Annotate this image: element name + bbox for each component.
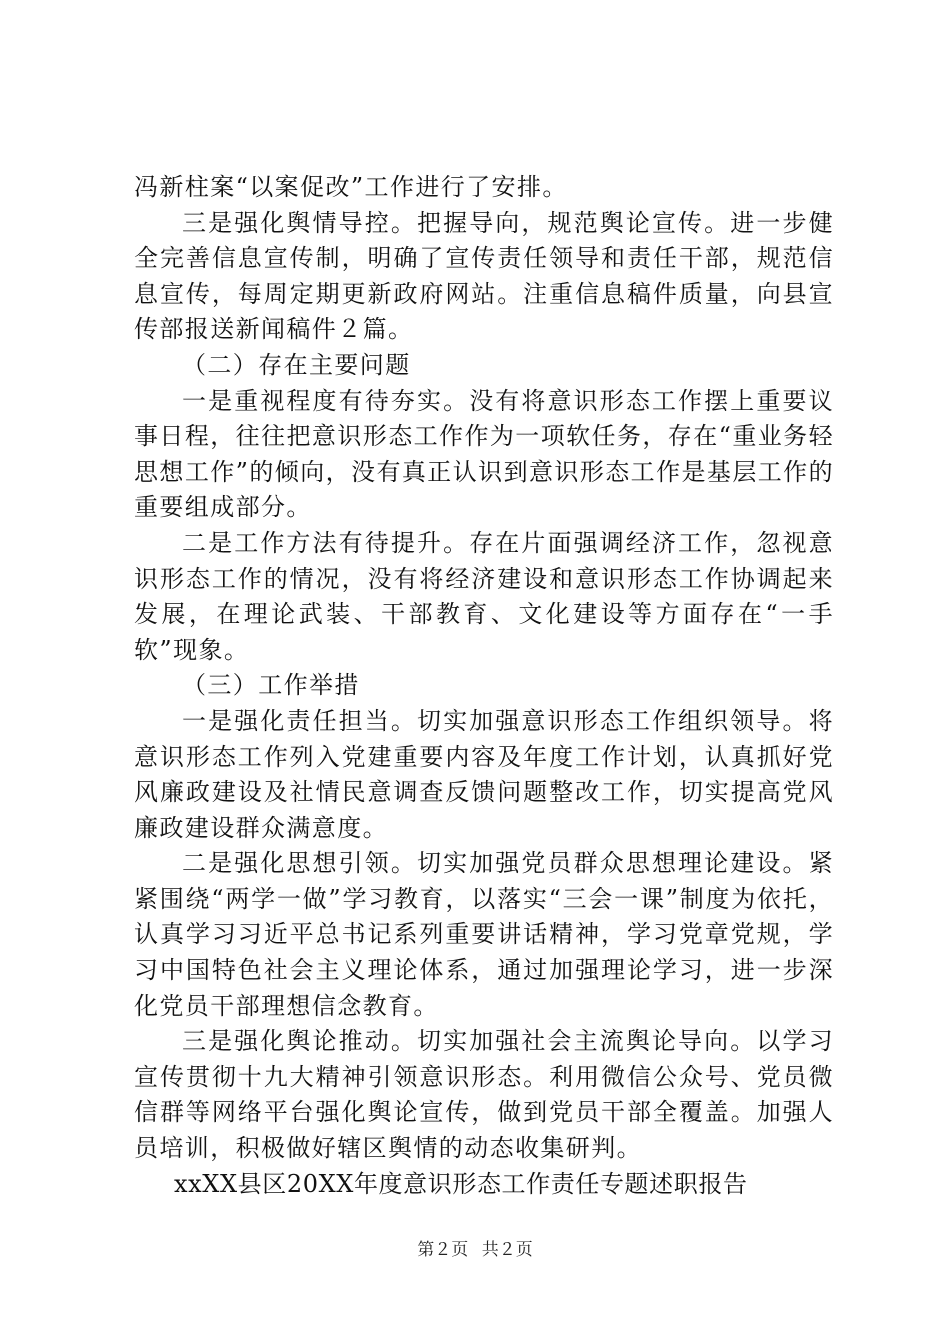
paragraph: 三是强化舆论推动。切实加强社会主流舆论导向。以学习宣传贯彻十九大精神引领意识形态。利用微信公众号、党员微信群等网络平台强化舆论宣传，做到党员干部全覆盖。加强人员培训，积极做好辖区舆情的动态收集研判。: [134, 1027, 834, 1163]
paragraph: 二是强化思想引领。切实加强党员群众思想理论建设。紧紧围绕“两学一做”学习教育，以落实“三会一课”制度为依托，认真学习习近平总书记系列重要讲话精神，学习党章党规，学习中国特色社会主义理论体系，通过加强理论学习，进一步深化党员干部理想信念教育。: [134, 849, 834, 1020]
document-body: [134, 170, 834, 1202]
page-footer: [0, 1240, 950, 1260]
section-heading: （三）工作举措: [182, 671, 360, 700]
paragraph: 一是重视程度有待夯实。没有将意识形态工作摆上重要议事日程，往往把意识形态工作作为一项软任务，存在“重业务轻思想工作”的倾向，没有真正认识到意识形态工作是基层工作的重要组成部分。: [134, 386, 834, 522]
paragraph: 冯新柱案“以案促改”工作进行了安排。: [134, 173, 568, 201]
paragraph: 三是强化舆情导控。把握导向，规范舆论宣传。进一步健全完善信息宣传制，明确了宣传责任领导和责任干部，规范信息宣传，每周定期更新政府网站。注重信息稿件质量，向县宣传部报送新闻稿件２篇。: [134, 208, 834, 344]
paragraph: 二是工作方法有待提升。存在片面强调经济工作，忽视意识形态工作的情况，没有将经济建设和意识形态工作协调起来发展，在理论武装、干部教育、文化建设等方面存在“一手软”现象。: [134, 528, 834, 664]
document-title-line: xxXX县区20XX年度意识形态工作责任专题述职报告: [174, 1169, 748, 1198]
paragraph: 一是强化责任担当。切实加强意识形态工作组织领导。将意识形态工作列入党建重要内容及年度工作计划，认真抓好党风廉政建设及社情民意调查反馈问题整改工作，切实提高党风廉政建设群众满意度。: [134, 706, 834, 842]
page-total: 共２页: [481, 1240, 533, 1260]
section-heading: （二）存在主要问题: [182, 350, 411, 379]
page-number: 第２页: [417, 1240, 469, 1260]
